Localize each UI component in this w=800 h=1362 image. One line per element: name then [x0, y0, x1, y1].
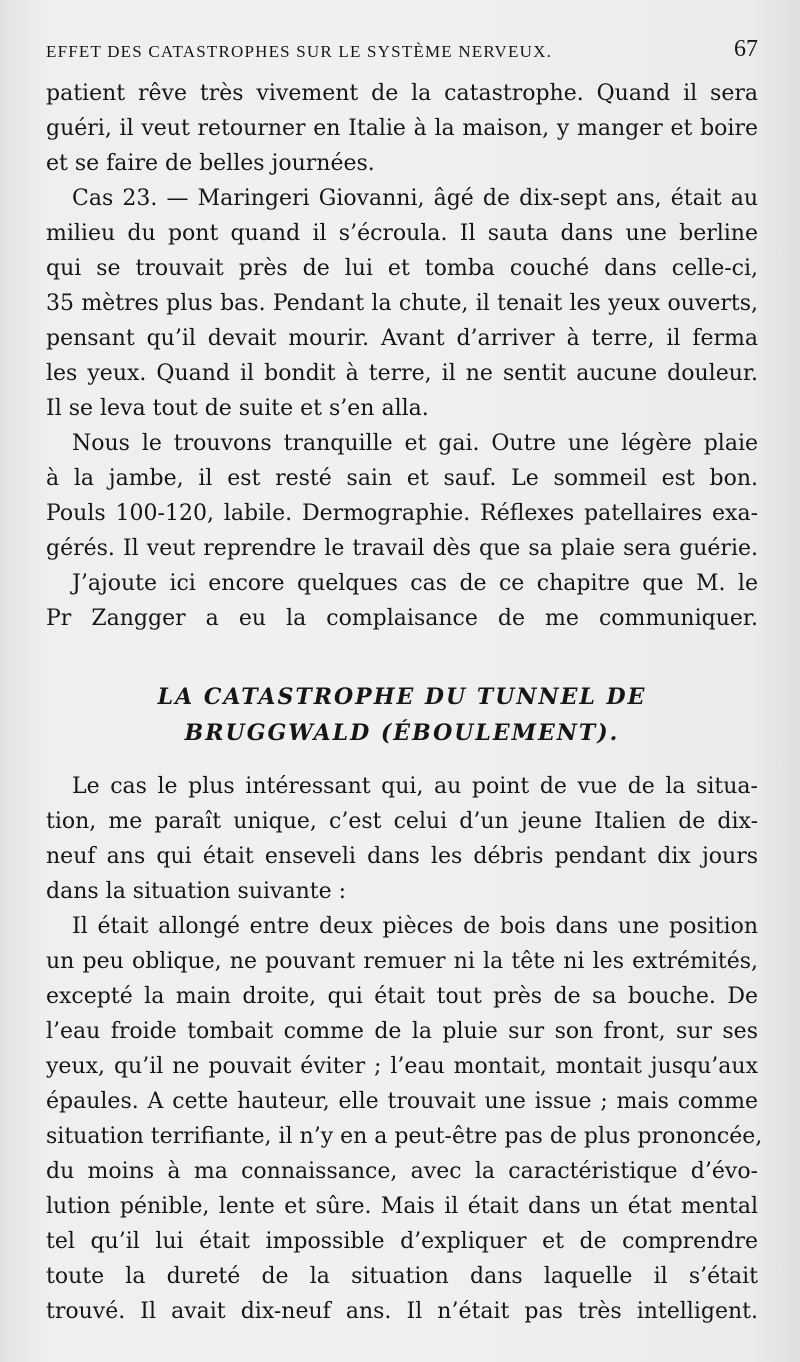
text-line: l’eau froide tombait comme de la pluie sur son front, sur ses	[46, 1019, 758, 1044]
text-line: Pr Zangger a eu la complaisance de me communiquer.	[46, 606, 758, 631]
text-line: du moins à ma connaissance, avec la caractéristique d’évo-	[46, 1159, 758, 1184]
text-line: Le cas le plus intéressant qui, au point de vue de la situa-	[72, 774, 758, 799]
text-line: gérés. Il veut reprendre le travail dès que sa plaie sera guérie.	[46, 536, 758, 561]
text-line: toute la dureté de la situation dans laquelle il s’était	[46, 1264, 758, 1289]
text-line: épaules. A cette hauteur, elle trouvait une issue ; mais comme	[46, 1089, 758, 1114]
text-line: Pouls 100-120, labile. Dermographie. Réflexes patellaires exa-	[46, 501, 758, 526]
text-line: qui se trouvait près de lui et tomba couché dans celle-ci,	[46, 256, 758, 281]
section-heading-line-2: BRUGGWALD (ÉBOULEMENT).	[184, 720, 620, 746]
text-line: pensant qu’il devait mourir. Avant d’arriver à terre, il ferma	[46, 326, 758, 351]
text-line: milieu du pont quand il s’écroula. Il sauta dans une berline	[46, 221, 758, 246]
text-line: situation terrifiante, il n’y en a peut-être pas de plus prononcée,	[46, 1124, 763, 1149]
running-title: EFFET DES CATASTROPHES SUR LE SYSTÈME NERVEUX.	[46, 42, 553, 61]
text-line: Il se leva tout de suite et s’en alla.	[46, 396, 429, 421]
text-line: yeux, qu’il ne pouvait éviter ; l’eau montait, montait jusqu’aux	[46, 1054, 758, 1079]
text-line: un peu oblique, ne pouvant remuer ni la tête ni les extrémités,	[46, 949, 758, 974]
page-number: 67	[734, 36, 758, 62]
text-line: lution pénible, lente et sûre. Mais il était dans un état mental	[46, 1194, 758, 1219]
text-line: guéri, il veut retourner en Italie à la maison, y manger et boire	[46, 116, 758, 141]
text-line: 35 mètres plus bas. Pendant la chute, il tenait les yeux ouverts,	[46, 291, 758, 316]
section-heading-line-1: LA CATASTROPHE DU TUNNEL DE	[157, 684, 647, 710]
text-line: Nous le trouvons tranquille et gai. Outre une légère plaie	[72, 431, 758, 456]
text-line: neuf ans qui était enseveli dans les débris pendant dix jours	[46, 844, 758, 869]
text-line: tel qu’il lui était impossible d’expliquer et de comprendre	[46, 1229, 758, 1254]
running-head	[46, 36, 758, 70]
text-line: les yeux. Quand il bondit à terre, il ne sentit aucune douleur.	[46, 361, 758, 386]
text-line: à la jambe, il est resté sain et sauf. Le sommeil est bon.	[46, 466, 758, 491]
text-line: J’ajoute ici encore quelques cas de ce chapitre que M. le	[72, 571, 758, 596]
text-line: et se faire de belles journées.	[46, 151, 375, 176]
text-line: Il était allongé entre deux pièces de bois dans une position	[72, 914, 758, 939]
text-line: patient rêve très vivement de la catastrophe. Quand il sera	[46, 81, 758, 106]
text-line: trouvé. Il avait dix-neuf ans. Il n’était pas très intelligent.	[46, 1299, 758, 1324]
text-line: tion, me paraît unique, c’est celui d’un jeune Italien de dix-	[46, 809, 758, 834]
text-line: dans la situation suivante :	[46, 879, 347, 904]
text-line: excepté la main droite, qui était tout près de sa bouche. De	[46, 984, 758, 1009]
case-23-first-line: Cas 23. — Maringeri Giovanni, âgé de dix-sept ans, était au	[72, 186, 758, 211]
